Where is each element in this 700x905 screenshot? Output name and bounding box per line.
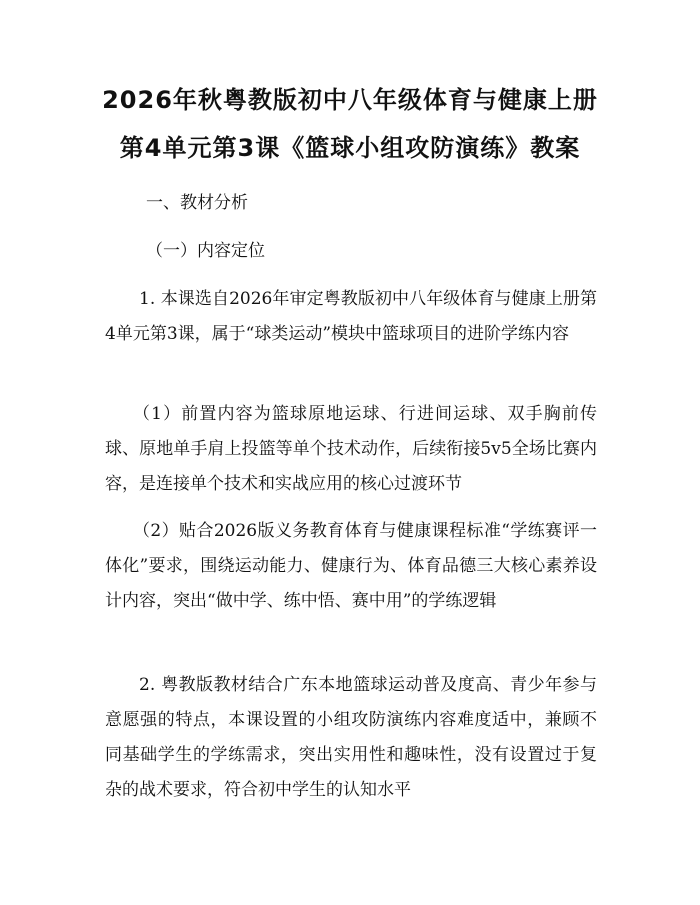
- paragraph-4: 2. 粤教版教材结合广东本地篮球运动普及度高、青少年参与意愿强的特点，本课设置的小组攻防演练内容难度适中，兼顾不同基础学生的学练需求，突出实用性和趣味性，没有设置过于复杂的战术要求，符合初中学生的认知水平: [105, 675, 597, 800]
- document-title-line-1: 2026年秋粤教版初中八年级体育与健康上册: [102, 86, 598, 114]
- section-heading: 一、教材分析: [146, 193, 248, 213]
- paragraph-3: （2）贴合2026版义务教育体育与健康课程标准“学练赛评一体化”要求，围绕运动能力、健康行为、体育品德三大核心素养设计内容，突出“做中学、练中悟、赛中用”的学练逻辑: [105, 521, 597, 611]
- paragraph-2: （1）前置内容为篮球原地运球、行进间运球、双手胸前传球、原地单手肩上投篮等单个技术动作，后续衔接5v5全场比赛内容，是连接单个技术和实战应用的核心过渡环节: [105, 404, 597, 494]
- document-title-line-2: 第4单元第3课《篮球小组攻防演练》教案: [119, 134, 581, 162]
- subsection-heading: （一）内容定位: [146, 241, 265, 261]
- paragraph-1: 1. 本课选自2026年审定粤教版初中八年级体育与健康上册第4单元第3课，属于“球类运动”模块中篮球项目的进阶学练内容: [105, 289, 597, 344]
